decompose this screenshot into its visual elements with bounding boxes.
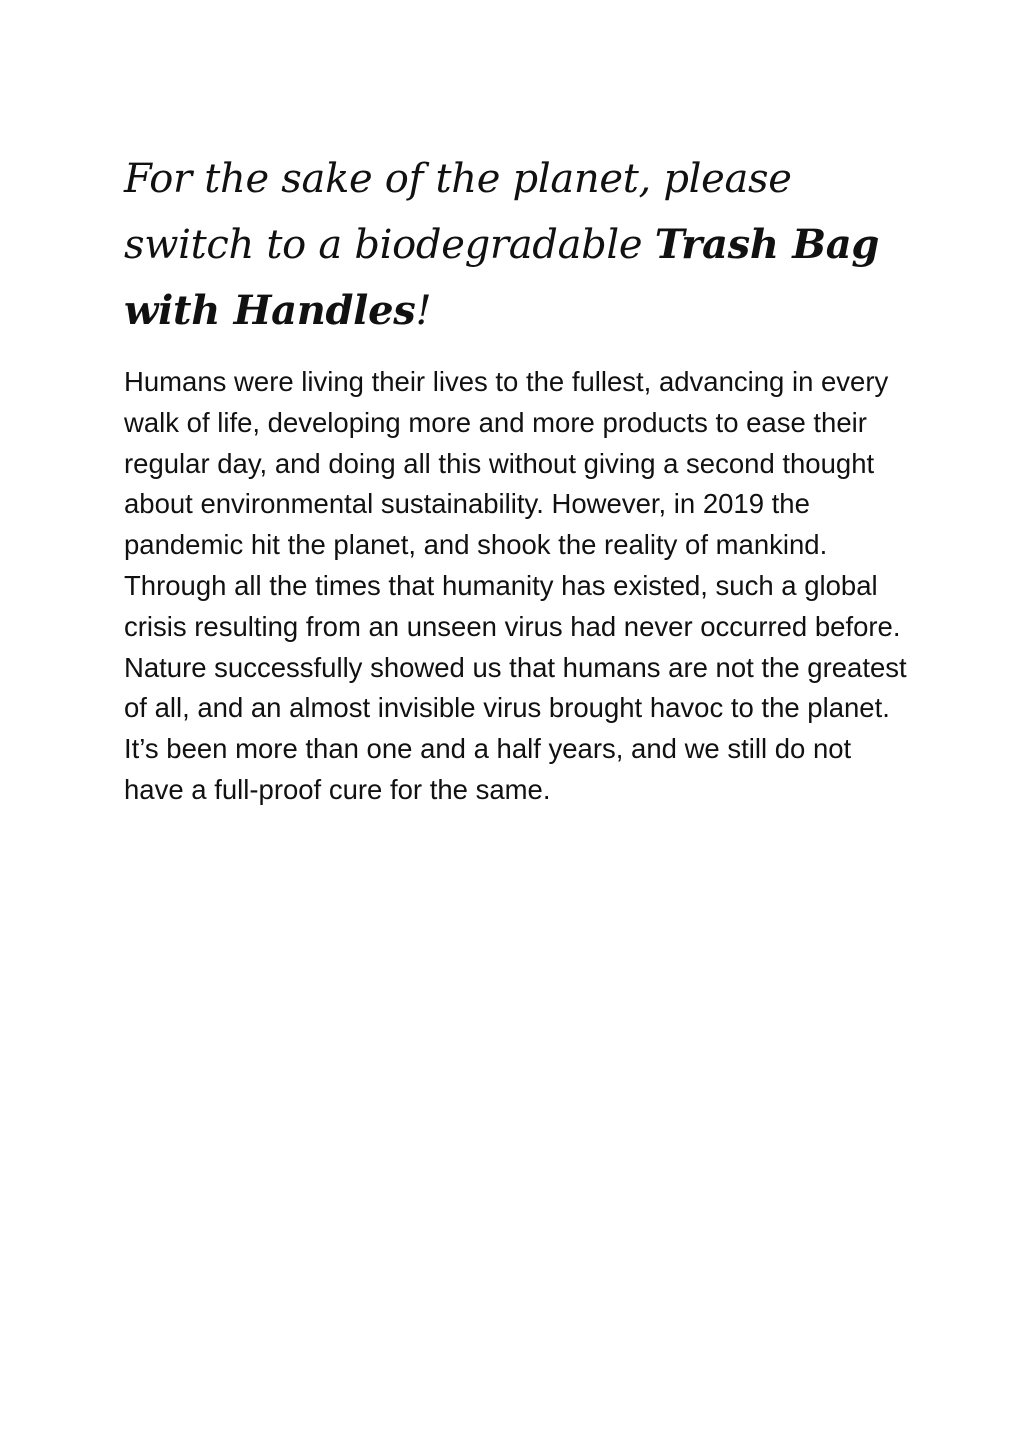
title-text: For the sake of the planet, please switch to a biodegradable	[124, 156, 792, 268]
body-paragraph: Humans were living their lives to the fullest, advancing in every walk of life, developing more and more products to ease their regular day, and doing all this without giving a second thought about environmental sustainability. However, in 2019 the pandemic hit the planet, and shook the reality of mankind. Through all the times that humanity has existed, such a global crisis resulting from an unseen virus had never occurred before. Nature successfully showed us that humans are not the greatest of all, and an almost invisible virus brought havoc to the planet. It’s been more than one and a half years, and we still do not have a full-proof cure for the same.	[124, 366, 907, 805]
title-exclamation: !	[415, 288, 432, 334]
document-page	[124, 146, 914, 811]
page-title	[124, 146, 914, 344]
title-link-text[interactable]: Trash Bag with Handles	[124, 221, 880, 334]
